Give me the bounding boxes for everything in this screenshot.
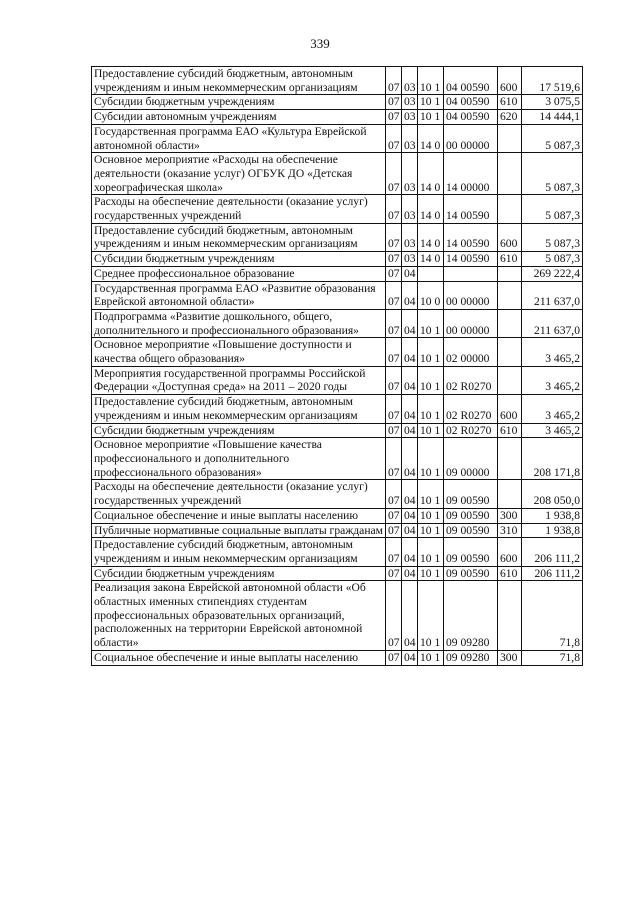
row-amount: 5 087,3: [522, 153, 583, 195]
row-expense-type-code: [498, 124, 522, 152]
row-target-article-item: 02 00000: [444, 338, 498, 366]
row-section-code: 07: [386, 480, 402, 508]
table-row: [92, 266, 583, 281]
table-row: [92, 195, 583, 223]
row-section-code: 07: [386, 366, 402, 394]
row-section-code: 07: [386, 195, 402, 223]
row-expense-type-code: [498, 366, 522, 394]
row-expense-type-code: [498, 309, 522, 337]
row-expense-type-code: 300: [498, 650, 522, 665]
row-target-article-item: 04 00590: [444, 67, 498, 95]
table-row: [92, 423, 583, 438]
row-section-code: 07: [386, 281, 402, 309]
row-expense-type-code: [498, 438, 522, 480]
row-target-article-item: 02 R0270: [444, 395, 498, 423]
table-row: [92, 438, 583, 480]
row-name: Основное мероприятие «Повышение доступности и качества общего образования»: [92, 338, 386, 366]
row-name: Мероприятия государственной программы Российской Федерации «Доступная среда» на 2011 – 2020 годы: [92, 366, 386, 394]
row-name: Предоставление субсидий бюджетным, автономным учреждениям и иным некоммерческим организациям: [92, 223, 386, 251]
row-subsection-code: 04: [402, 480, 418, 508]
row-target-article-program: 10 1: [418, 338, 444, 366]
row-name: Субсидии бюджетным учреждениям: [92, 95, 386, 110]
row-target-article-item: 14 00000: [444, 153, 498, 195]
table-row: [92, 110, 583, 125]
row-amount: 211 637,0: [522, 309, 583, 337]
row-expense-type-code: 310: [498, 523, 522, 538]
row-subsection-code: 04: [402, 523, 418, 538]
row-name: Субсидии бюджетным учреждениям: [92, 423, 386, 438]
table-row: [92, 566, 583, 581]
row-section-code: 07: [386, 252, 402, 267]
table-row: [92, 67, 583, 95]
row-subsection-code: 03: [402, 110, 418, 125]
row-expense-type-code: 610: [498, 423, 522, 438]
table-row: [92, 281, 583, 309]
row-target-article-program: 10 1: [418, 480, 444, 508]
row-target-article-program: 10 0: [418, 281, 444, 309]
row-target-article-item: 00 00000: [444, 309, 498, 337]
row-target-article-program: 10 1: [418, 67, 444, 95]
row-target-article-program: 14 0: [418, 223, 444, 251]
row-section-code: 07: [386, 566, 402, 581]
row-subsection-code: 04: [402, 438, 418, 480]
row-expense-type-code: 600: [498, 223, 522, 251]
row-name: Субсидии бюджетным учреждениям: [92, 252, 386, 267]
table-row: [92, 309, 583, 337]
row-section-code: 07: [386, 538, 402, 566]
row-target-article-program: 14 0: [418, 153, 444, 195]
row-section-code: 07: [386, 338, 402, 366]
row-section-code: 07: [386, 223, 402, 251]
row-target-article-item: 00 00000: [444, 281, 498, 309]
row-section-code: 07: [386, 110, 402, 125]
table-row: [92, 124, 583, 152]
row-expense-type-code: 620: [498, 110, 522, 125]
row-target-article-item: 04 00590: [444, 110, 498, 125]
row-section-code: 07: [386, 309, 402, 337]
row-name: Среднее профессиональное образование: [92, 266, 386, 281]
table-row: [92, 223, 583, 251]
row-target-article-program: 10 1: [418, 110, 444, 125]
row-amount: 17 519,6: [522, 67, 583, 95]
row-amount: 3 465,2: [522, 338, 583, 366]
row-expense-type-code: [498, 266, 522, 281]
budget-table: [91, 66, 583, 666]
row-target-article-program: 10 1: [418, 508, 444, 523]
row-amount: 71,8: [522, 581, 583, 651]
row-target-article-program: 10 1: [418, 523, 444, 538]
row-target-article-program: 10 1: [418, 423, 444, 438]
row-target-article-program: 10 1: [418, 366, 444, 394]
row-amount: 5 087,3: [522, 223, 583, 251]
row-target-article-program: [418, 266, 444, 281]
row-subsection-code: 04: [402, 650, 418, 665]
row-subsection-code: 03: [402, 195, 418, 223]
row-expense-type-code: [498, 153, 522, 195]
row-target-article-item: 09 00590: [444, 508, 498, 523]
row-amount: 1 938,8: [522, 523, 583, 538]
row-target-article-item: 00 00000: [444, 124, 498, 152]
row-target-article-item: 04 00590: [444, 95, 498, 110]
row-name: Расходы на обеспечение деятельности (оказание услуг) государственных учреждений: [92, 480, 386, 508]
row-target-article-program: 10 1: [418, 438, 444, 480]
row-target-article-item: 14 00590: [444, 252, 498, 267]
row-name: Предоставление субсидий бюджетным, автономным учреждениям и иным некоммерческим организациям: [92, 395, 386, 423]
row-target-article-item: 09 00590: [444, 480, 498, 508]
row-amount: 206 111,2: [522, 538, 583, 566]
table-row: [92, 650, 583, 665]
row-name: Государственная программа ЕАО «Развитие образования Еврейской автономной области»: [92, 281, 386, 309]
row-subsection-code: 04: [402, 366, 418, 394]
table-row: [92, 480, 583, 508]
row-name: Реализация закона Еврейской автономной области «Об областных именных стипендиях студентам профессиональных образовательных организаций, расположенных на территории Еврейской автономной области»: [92, 581, 386, 651]
row-target-article-item: 14 00590: [444, 223, 498, 251]
row-subsection-code: 03: [402, 252, 418, 267]
row-section-code: 07: [386, 581, 402, 651]
row-target-article-program: 14 0: [418, 124, 444, 152]
row-section-code: 07: [386, 650, 402, 665]
row-target-article-program: 14 0: [418, 195, 444, 223]
row-amount: 211 637,0: [522, 281, 583, 309]
row-subsection-code: 04: [402, 538, 418, 566]
row-amount: 5 087,3: [522, 195, 583, 223]
row-section-code: 07: [386, 423, 402, 438]
row-target-article-item: 09 00590: [444, 566, 498, 581]
table-row: [92, 523, 583, 538]
row-subsection-code: 03: [402, 67, 418, 95]
table-row: [92, 508, 583, 523]
row-name: Публичные нормативные социальные выплаты гражданам: [92, 523, 386, 538]
row-amount: 208 050,0: [522, 480, 583, 508]
row-section-code: 07: [386, 95, 402, 110]
row-amount: 3 465,2: [522, 395, 583, 423]
table-row: [92, 153, 583, 195]
row-expense-type-code: [498, 281, 522, 309]
budget-table-body: [92, 67, 583, 666]
row-amount: 14 444,1: [522, 110, 583, 125]
row-section-code: 07: [386, 508, 402, 523]
row-subsection-code: 03: [402, 153, 418, 195]
row-expense-type-code: 600: [498, 67, 522, 95]
row-target-article-program: 10 1: [418, 395, 444, 423]
row-name: Предоставление субсидий бюджетным, автономным учреждениям и иным некоммерческим организациям: [92, 538, 386, 566]
table-row: [92, 366, 583, 394]
page-number: 339: [310, 36, 330, 51]
row-subsection-code: 04: [402, 281, 418, 309]
row-section-code: 07: [386, 266, 402, 281]
row-expense-type-code: 610: [498, 95, 522, 110]
row-name: Государственная программа ЕАО «Культура Еврейской автономной области»: [92, 124, 386, 152]
row-subsection-code: 03: [402, 223, 418, 251]
row-section-code: 07: [386, 523, 402, 538]
row-subsection-code: 04: [402, 309, 418, 337]
row-amount: 208 171,8: [522, 438, 583, 480]
row-expense-type-code: 300: [498, 508, 522, 523]
row-name: Предоставление субсидий бюджетным, автономным учреждениям и иным некоммерческим организациям: [92, 67, 386, 95]
row-expense-type-code: 600: [498, 538, 522, 566]
row-target-article-item: 09 00000: [444, 438, 498, 480]
row-target-article-program: 10 1: [418, 581, 444, 651]
row-amount: 5 087,3: [522, 252, 583, 267]
row-target-article-program: 10 1: [418, 538, 444, 566]
row-target-article-program: 10 1: [418, 95, 444, 110]
row-target-article-program: 10 1: [418, 309, 444, 337]
table-row: [92, 581, 583, 651]
row-amount: 5 087,3: [522, 124, 583, 152]
row-expense-type-code: [498, 480, 522, 508]
row-amount: 206 111,2: [522, 566, 583, 581]
row-expense-type-code: 600: [498, 395, 522, 423]
row-name: Расходы на обеспечение деятельности (оказание услуг) государственных учреждений: [92, 195, 386, 223]
row-name: Социальное обеспечение и иные выплаты населению: [92, 650, 386, 665]
row-target-article-item: 09 00590: [444, 538, 498, 566]
row-amount: 3 465,2: [522, 366, 583, 394]
row-target-article-item: [444, 266, 498, 281]
row-subsection-code: 04: [402, 266, 418, 281]
table-row: [92, 252, 583, 267]
row-section-code: 07: [386, 67, 402, 95]
row-expense-type-code: 610: [498, 566, 522, 581]
table-row: [92, 95, 583, 110]
row-name: Социальное обеспечение и иные выплаты населению: [92, 508, 386, 523]
table-row: [92, 538, 583, 566]
row-expense-type-code: [498, 581, 522, 651]
row-subsection-code: 04: [402, 423, 418, 438]
row-subsection-code: 04: [402, 581, 418, 651]
row-expense-type-code: [498, 195, 522, 223]
row-expense-type-code: 610: [498, 252, 522, 267]
row-target-article-item: 02 R0270: [444, 423, 498, 438]
row-target-article-item: 14 00590: [444, 195, 498, 223]
row-section-code: 07: [386, 395, 402, 423]
row-target-article-program: 10 1: [418, 566, 444, 581]
row-amount: 269 222,4: [522, 266, 583, 281]
table-row: [92, 338, 583, 366]
row-target-article-item: 09 00590: [444, 523, 498, 538]
row-section-code: 07: [386, 124, 402, 152]
row-subsection-code: 04: [402, 338, 418, 366]
table-row: [92, 395, 583, 423]
row-name: Подпрограмма «Развитие дошкольного, общего, дополнительного и профессионального образования»: [92, 309, 386, 337]
row-target-article-item: 09 09280: [444, 650, 498, 665]
row-amount: 3 465,2: [522, 423, 583, 438]
row-amount: 1 938,8: [522, 508, 583, 523]
row-target-article-item: 09 09280: [444, 581, 498, 651]
row-section-code: 07: [386, 153, 402, 195]
row-subsection-code: 04: [402, 395, 418, 423]
row-name: Субсидии бюджетным учреждениям: [92, 566, 386, 581]
row-section-code: 07: [386, 438, 402, 480]
row-target-article-item: 02 R0270: [444, 366, 498, 394]
row-amount: 71,8: [522, 650, 583, 665]
row-expense-type-code: [498, 338, 522, 366]
row-target-article-program: 14 0: [418, 252, 444, 267]
row-subsection-code: 03: [402, 124, 418, 152]
row-target-article-program: 10 1: [418, 650, 444, 665]
row-name: Субсидии автономным учреждениям: [92, 110, 386, 125]
row-name: Основное мероприятие «Расходы на обеспечение деятельности (оказание услуг) ОГБУК ДО «Детская хореографическая школа»: [92, 153, 386, 195]
row-name: Основное мероприятие «Повышение качества профессионального и дополнительного профессионального образования»: [92, 438, 386, 480]
row-subsection-code: 04: [402, 508, 418, 523]
row-subsection-code: 03: [402, 95, 418, 110]
row-amount: 3 075,5: [522, 95, 583, 110]
row-subsection-code: 04: [402, 566, 418, 581]
